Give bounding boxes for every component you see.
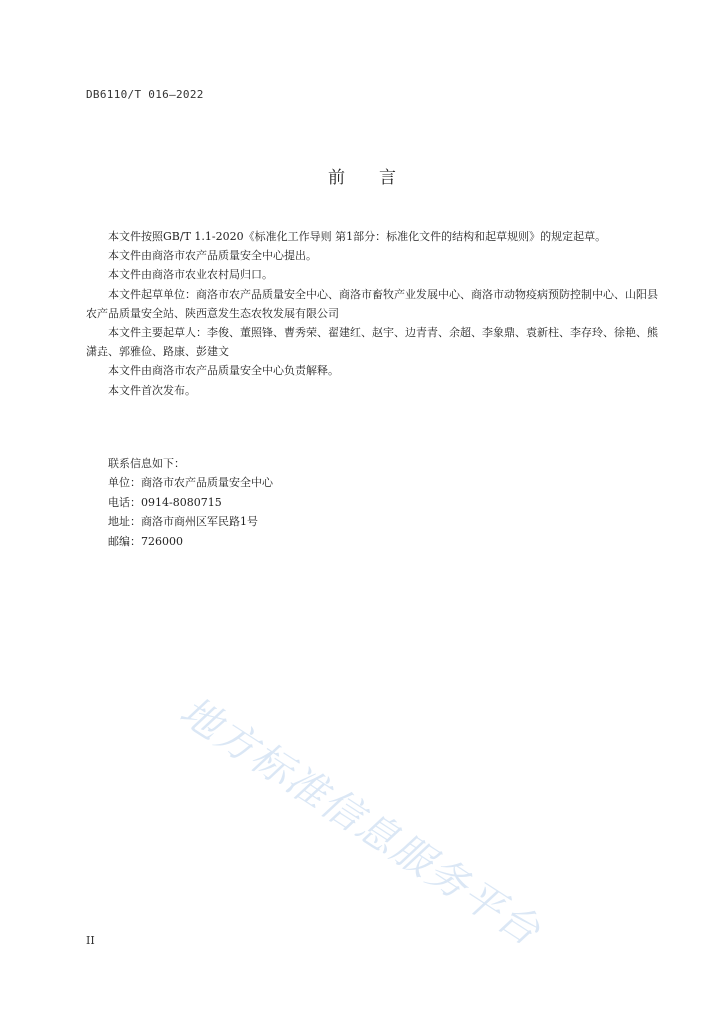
contact-phone: 电话：0914-8080715 [108, 495, 222, 509]
contact-unit: 单位：商洛市农产品质量安全中心 [108, 476, 273, 490]
foreword-paragraph: 本文件按照GB/T 1.1-2020《标准化工作导则 第1部分：标准化文件的结构和起草规则》的规定起草。 [108, 230, 607, 243]
page-title [0, 163, 724, 188]
contact-info [108, 454, 273, 551]
standard-code: DB6110/T 016—2022 [86, 88, 204, 101]
title-char-1: 前 [328, 168, 345, 188]
contact-intro: 联系信息如下： [108, 457, 185, 470]
foreword-paragraph: 本文件起草单位：商洛市农产品质量安全中心、商洛市畜牧产业发展中心、商洛市动物疫病预防控制中心、山阳县农产品质量安全站、陕西意发生态农牧发展有限公司 [86, 287, 658, 320]
foreword-paragraph: 本文件主要起草人：李俊、董照锋、曹秀荣、翟建红、赵宇、边青青、余超、李象鼎、袁新柱、李存玲、徐艳、熊潇垚、郭雅俭、路康、彭建文 [86, 326, 658, 359]
foreword-paragraph: 本文件由商洛市农产品质量安全中心负责解释。 [108, 364, 339, 378]
foreword-paragraph: 本文件由商洛市农业农村局归口。 [108, 268, 273, 282]
title-char-2: 言 [379, 168, 396, 188]
contact-address: 地址：商洛市商州区军民路1号 [108, 515, 258, 529]
watermark: 地方标准信息服务平台 [171, 688, 549, 956]
contact-postcode: 邮编：726000 [108, 534, 183, 548]
foreword-paragraph: 本文件首次发布。 [108, 383, 196, 397]
foreword-paragraph: 本文件由商洛市农产品质量安全中心提出。 [108, 249, 317, 263]
foreword-body [86, 227, 658, 400]
page-number: II [86, 934, 95, 947]
